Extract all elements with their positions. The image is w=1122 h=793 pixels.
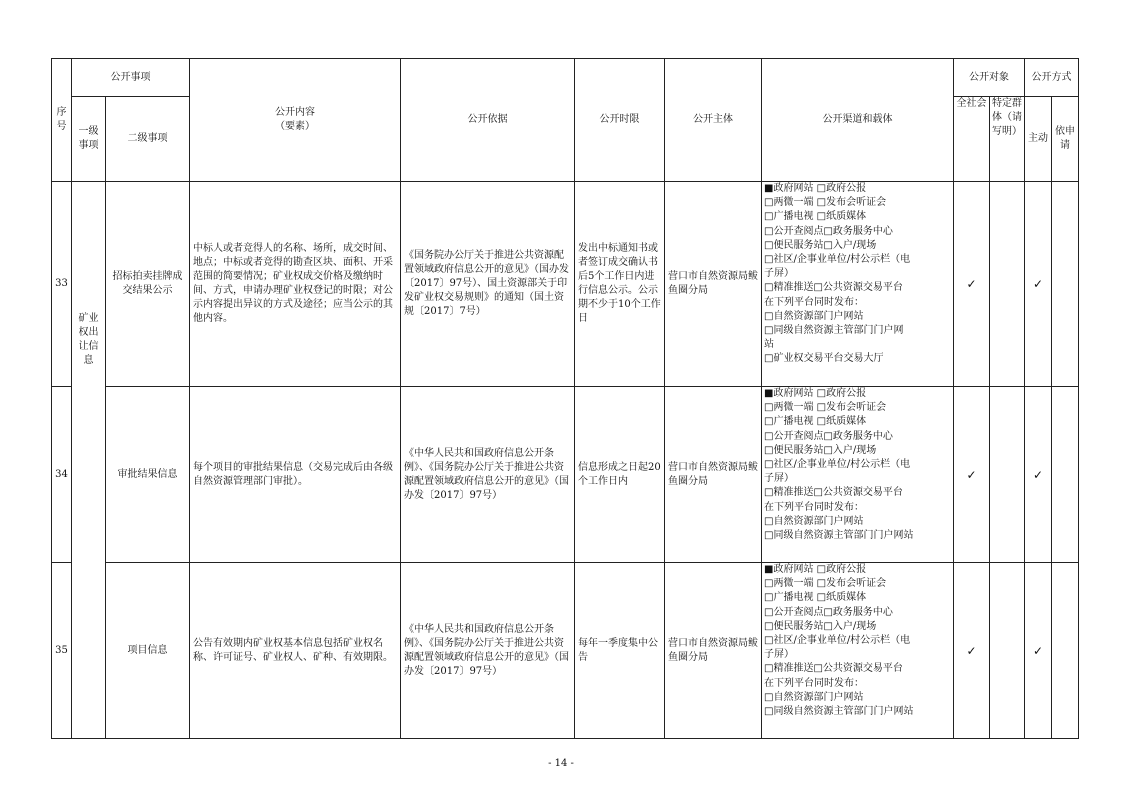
content-text: 公告有效期内矿业权基本信息包括矿业权名称、许可证号、矿业权人、矿种、有效期限。 — [190, 563, 401, 739]
subject-text: 营口市自然资源局鲅鱼圈分局 — [665, 182, 762, 387]
channel-line: □精准推送□公共资源交易平台 — [764, 663, 903, 675]
channel-line: □两微一端 □发布会听证会 — [764, 402, 887, 414]
channel-line: 子屏） — [764, 268, 794, 280]
channel-line: □自然资源部门户网站 — [764, 515, 864, 527]
check-active: ✓ — [1025, 182, 1052, 387]
check-specific-group — [990, 387, 1025, 563]
check-specific-group — [990, 563, 1025, 739]
header-time-limit: 公开时限 — [575, 59, 665, 182]
time-limit-text: 发出中标通知书或者签订成交确认书后5个工作日内进行信息公示。公示期不少于10个工作日 — [575, 182, 665, 387]
subject-text: 营口市自然资源局鲅鱼圈分局 — [665, 563, 762, 739]
channel-line: □同级自然资源主管部门门户网站 — [764, 706, 914, 718]
channel-line: □公开查阅点□政务服务中心 — [764, 606, 893, 618]
category-label: 矿业权出让信息 — [78, 313, 99, 366]
channel-line: □自然资源部门户网站 — [764, 310, 864, 322]
time-limit-text: 信息形成之日起20个工作日内 — [575, 387, 665, 563]
channel-line: □自然资源部门户网站 — [764, 691, 864, 703]
channel-list — [762, 563, 954, 739]
channel-line: ■政府网站 □政府公报 — [764, 388, 867, 399]
item-name: 招标拍卖挂牌成交结果公示 — [106, 182, 190, 387]
header-level2: 二级事项 — [106, 97, 190, 182]
header-content-title: 公开内容 — [275, 107, 315, 118]
channel-line: □同级自然资源主管部门门户网站 — [764, 530, 914, 542]
time-limit-text: 每年一季度集中公告 — [575, 563, 665, 739]
channel-line: 在下列平台同时发布： — [764, 501, 864, 513]
channel-line: □公开查阅点□政务服务中心 — [764, 225, 893, 237]
header-mode-active: 主动 — [1025, 97, 1052, 182]
table-row — [52, 387, 1079, 563]
channel-line: □公开查阅点□政务服务中心 — [764, 430, 893, 442]
basis-text: 《中华人民共和国政府信息公开条例》、《国务院办公厅关于推进公共资源配置领域政府信息公开的意见》（国办发〔2017〕97号） — [401, 387, 575, 563]
item-name: 审批结果信息 — [106, 387, 190, 563]
header-target: 公开对象 — [954, 59, 1025, 97]
channel-line: □精准推送□公共资源交易平台 — [764, 487, 903, 499]
table-row — [52, 563, 1079, 739]
channel-line: ■政府网站 □政府公报 — [764, 183, 867, 194]
channel-line: □社区/企事业单位/村公示栏（电 — [764, 459, 911, 471]
page-number: - 14 - — [548, 758, 574, 769]
header-target-specific: 特定群体（请写明） — [990, 97, 1025, 182]
channel-line: 子屏） — [764, 473, 794, 485]
header-matters: 公开事项 — [72, 59, 190, 97]
row-number: 35 — [52, 563, 72, 739]
row-number: 33 — [52, 182, 72, 387]
header-subject: 公开主体 — [665, 59, 762, 182]
basis-text: 《中华人民共和国政府信息公开条例》、《国务院办公厅关于推进公共资源配置领域政府信息公开的意见》（国办发〔2017〕97号） — [401, 563, 575, 739]
basis-text: 《国务院办公厅关于推进公共资源配置领域政府信息公开的意见》（国办发〔2017〕97号）、国土资源部关于印发矿业权交易规则》的通知（国土资规〔2017〕7号） — [401, 182, 575, 387]
header-content — [190, 59, 401, 182]
header-basis: 公开依据 — [401, 59, 575, 182]
content-text: 中标人或者竞得人的名称、场所，成交时间、地点；中标或者竞得的勘查区块、面积、开采范围的简要情况；矿业权成交价格及缴纳时间、方式，申请办理矿业权登记的时限；对公示内容提出异议的方式及途径；应当公示的其他内容。 — [190, 182, 401, 387]
disclosure-table — [51, 58, 1079, 739]
channel-line: □两微一端 □发布会听证会 — [764, 578, 887, 590]
header-channel: 公开渠道和载体 — [762, 59, 954, 182]
channel-list — [762, 387, 954, 563]
check-specific-group — [990, 182, 1025, 387]
channel-line: □便民服务站□入户/现场 — [764, 620, 877, 632]
header-seq: 序号 — [52, 59, 72, 182]
header-mode: 公开方式 — [1025, 59, 1079, 97]
channel-line: 在下列平台同时发布： — [764, 677, 864, 689]
channel-line: □两微一端 □发布会听证会 — [764, 197, 887, 209]
header-target-all: 全社会 — [954, 97, 990, 182]
check-request — [1052, 387, 1079, 563]
subject-text: 营口市自然资源局鲅鱼圈分局 — [665, 387, 762, 563]
channel-line: □矿业权交易平台交易大厅 — [764, 353, 884, 365]
check-active: ✓ — [1025, 563, 1052, 739]
channel-line: □广播电视 □纸质媒体 — [764, 416, 867, 428]
check-all-society: ✓ — [954, 387, 990, 563]
channel-line: □便民服务站□入户/现场 — [764, 239, 877, 251]
content-text: 每个项目的审批结果信息（交易完成后由各级自然资源管理部门审批）。 — [190, 387, 401, 563]
channel-line: □便民服务站□入户/现场 — [764, 444, 877, 456]
check-all-society: ✓ — [954, 182, 990, 387]
channel-line: □社区/企事业单位/村公示栏（电 — [764, 635, 911, 647]
check-request — [1052, 563, 1079, 739]
channel-line: 站 — [764, 339, 774, 351]
channel-line: 子屏） — [764, 649, 794, 661]
channel-line: 在下列平台同时发布： — [764, 296, 864, 308]
check-request — [1052, 182, 1079, 387]
channel-line: □社区/企事业单位/村公示栏（电 — [764, 254, 911, 266]
channel-line: □同级自然资源主管部门门户网 — [764, 325, 904, 337]
row-number: 34 — [52, 387, 72, 563]
channel-line: ■政府网站 □政府公报 — [764, 564, 867, 575]
header-mode-request: 依申请 — [1052, 97, 1079, 182]
table-row — [52, 182, 1079, 387]
channel-line: □精准推送□公共资源交易平台 — [764, 282, 903, 294]
channel-line: □广播电视 □纸质媒体 — [764, 211, 867, 223]
check-all-society: ✓ — [954, 563, 990, 739]
item-name: 项目信息 — [106, 563, 190, 739]
channel-list — [762, 182, 954, 387]
header-level1: 一级事项 — [72, 97, 106, 182]
channel-line: □广播电视 □纸质媒体 — [764, 592, 867, 604]
category-cell — [72, 182, 106, 739]
header-content-sub: （要素） — [275, 121, 315, 132]
check-active: ✓ — [1025, 387, 1052, 563]
